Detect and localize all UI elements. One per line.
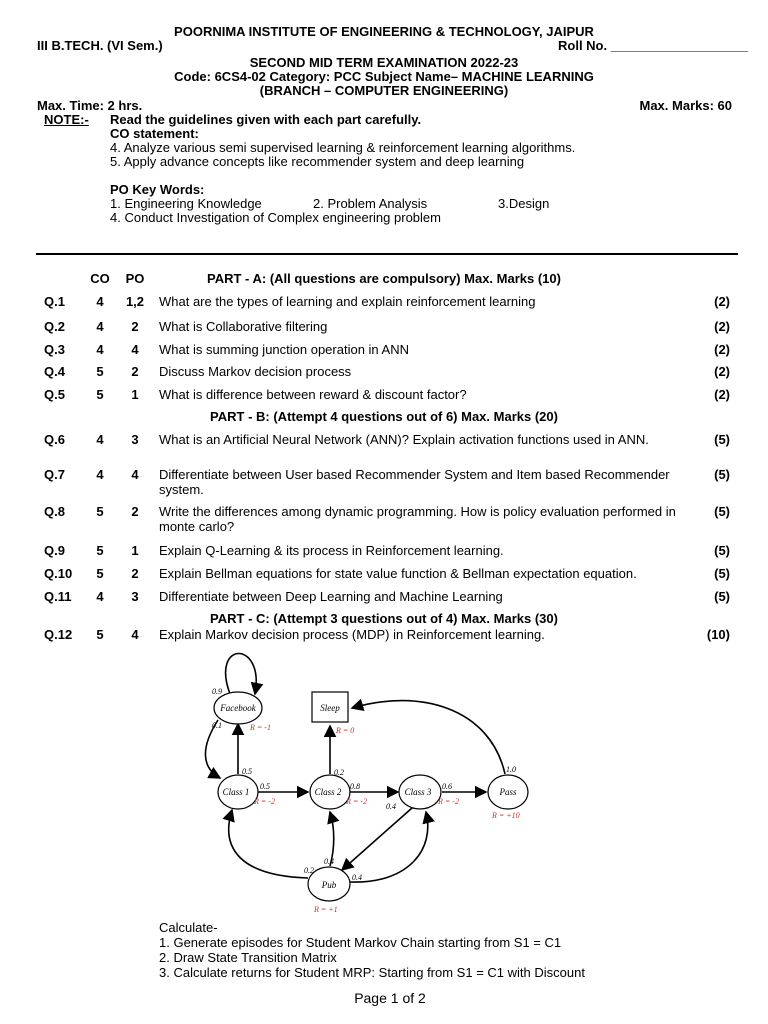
state-label: Facebook	[220, 703, 256, 713]
prob-label: 0.4	[386, 802, 396, 811]
question-po: 2	[131, 364, 139, 379]
part-b-heading: PART - B: (Attempt 4 questions out of 6) Max. Marks (20)	[210, 409, 558, 424]
reward-label: R = +1	[314, 905, 338, 914]
co-item: 5. Apply advance concepts like recommender system and deep learning	[110, 154, 525, 169]
question-co: 4	[96, 589, 104, 604]
question-marks: (5)	[714, 504, 730, 519]
state-label: Class 3	[404, 787, 432, 797]
reward-label: R = +10	[492, 811, 520, 820]
question-po: 1,2	[125, 294, 145, 309]
prob-label: 0.4	[324, 857, 334, 866]
question-co: 5	[96, 387, 104, 402]
reward-label: R = -1	[250, 723, 271, 732]
question-number: Q.4	[44, 364, 65, 379]
edge-class3-pub	[342, 808, 412, 870]
part-a-heading: PART - A: (All questions are compulsory) Max. Marks (10)	[207, 271, 561, 286]
po-item: 3.Design	[498, 196, 550, 211]
reward-label: R = -2	[346, 797, 367, 806]
calculate-item: 1. Generate episodes for Student Markov Chain starting from S1 = C1	[159, 935, 562, 950]
subject-code: Code: 6CS4-02 Category: PCC Subject Name– MACHINE LEARNING	[174, 69, 594, 84]
prob-label: 0.2	[304, 866, 314, 875]
question-text: Explain Bellman equations for state value function & Bellman expectation equation.	[159, 566, 637, 581]
roll-no: Roll No. ___________________	[558, 38, 749, 53]
po-item: 2. Problem Analysis	[313, 196, 428, 211]
max-time: Max. Time: 2 hrs.	[37, 98, 143, 113]
edge-pub-class1	[229, 810, 308, 878]
state-label: Pub	[321, 880, 337, 890]
question-co: 5	[96, 566, 104, 581]
question-text: Explain Markov decision process (MDP) in Reinforcement learning.	[159, 627, 545, 642]
part-c-heading: PART - C: (Attempt 3 questions out of 4) Max. Marks (30)	[210, 611, 558, 626]
question-number: Q.12	[44, 627, 73, 642]
question-text: Explain Q-Learning & its process in Reinforcement learning.	[159, 543, 504, 558]
question-co: 5	[96, 543, 104, 558]
question-text: Discuss Markov decision process	[159, 364, 352, 379]
po-item: 4. Conduct Investigation of Complex engineering problem	[110, 210, 441, 225]
prob-label: 0.4	[352, 873, 362, 882]
question-po: 1	[131, 387, 139, 402]
question-co: 4	[96, 467, 104, 482]
question-po: 4	[131, 342, 139, 357]
question-marks: (10)	[706, 627, 730, 642]
state-label: Class 2	[314, 787, 342, 797]
note-text: Read the guidelines given with each part carefully.	[110, 112, 422, 127]
prob-label: 0.6	[442, 782, 452, 791]
question-number: Q.3	[44, 342, 65, 357]
question-po: 2	[131, 319, 139, 334]
calculate-heading: Calculate-	[159, 920, 218, 935]
question-marks: (5)	[714, 566, 730, 581]
question-marks: (2)	[714, 319, 730, 334]
question-number: Q.7	[44, 467, 65, 482]
state-label: Sleep	[320, 703, 340, 713]
question-text: Write the differences among dynamic programming. How is policy evaluation performed in monte carlo?	[159, 504, 676, 534]
question-co: 4	[96, 294, 104, 309]
question-number: Q.6	[44, 432, 65, 447]
calculate-item: 3. Calculate returns for Student MRP: Starting from S1 = C1 with Discount	[159, 965, 585, 980]
question-number: Q.9	[44, 543, 65, 558]
question-po: 2	[131, 504, 139, 519]
question-co: 5	[96, 504, 104, 519]
prob-label: 0.5	[242, 767, 252, 776]
edge-pass-sleep	[352, 701, 505, 774]
markov-chain-diagram	[160, 648, 620, 918]
question-marks: (2)	[714, 342, 730, 357]
edge-pub-class3	[350, 812, 428, 882]
question-co: 4	[96, 432, 104, 447]
course-label: III B.TECH. (VI Sem.)	[37, 38, 163, 53]
prob-label: 1.0	[506, 765, 516, 774]
question-number: Q.10	[44, 566, 73, 581]
question-co: 5	[96, 364, 104, 379]
question-po: 4	[131, 627, 139, 642]
question-number: Q.8	[44, 504, 65, 519]
question-po: 4	[131, 467, 139, 482]
state-label: Pass	[499, 787, 517, 797]
prob-label: 0.1	[212, 721, 222, 730]
page-number: Page 1 of 2	[354, 990, 426, 1006]
prob-label: 0.2	[334, 768, 344, 777]
question-number: Q.5	[44, 387, 65, 402]
question-number: Q.1	[44, 294, 65, 309]
question-po: 1	[131, 543, 139, 558]
question-text: What are the types of learning and explain reinforcement learning	[159, 294, 536, 309]
question-marks: (2)	[714, 364, 730, 379]
question-text: What is an Artificial Neural Network (ANN)? Explain activation functions used in ANN.	[159, 432, 649, 447]
co-heading: CO statement:	[110, 126, 199, 141]
question-po: 3	[131, 432, 139, 447]
state-label: Class 1	[222, 787, 250, 797]
co-column-header: CO	[90, 271, 110, 286]
question-text: What is difference between reward & discount factor?	[159, 387, 467, 402]
prob-label: 0.5	[260, 782, 270, 791]
question-marks: (2)	[714, 294, 730, 309]
reward-label: R = 0	[336, 726, 355, 735]
exam-title: SECOND MID TERM EXAMINATION 2022-23	[249, 55, 519, 70]
question-text: Differentiate between Deep Learning and Machine Learning	[159, 589, 503, 604]
question-text: What is summing junction operation in ANN	[159, 342, 410, 357]
divider	[36, 253, 738, 255]
institute-name: POORNIMA INSTITUTE OF ENGINEERING & TECHNOLOGY, JAIPUR	[174, 24, 594, 39]
question-marks: (5)	[714, 589, 730, 604]
question-marks: (5)	[714, 543, 730, 558]
calculate-item: 2. Draw State Transition Matrix	[159, 950, 337, 965]
question-marks: (5)	[714, 432, 730, 447]
question-po: 3	[131, 589, 139, 604]
po-item: 1. Engineering Knowledge	[110, 196, 262, 211]
question-co: 4	[96, 319, 104, 334]
reward-label: R = -2	[254, 797, 275, 806]
question-marks: (5)	[714, 467, 730, 482]
question-po: 2	[131, 566, 139, 581]
branch: (BRANCH – COMPUTER ENGINEERING)	[259, 83, 509, 98]
question-co: 5	[96, 627, 104, 642]
question-number: Q.11	[44, 589, 72, 604]
question-co: 4	[96, 342, 104, 357]
prob-label: 0.8	[350, 782, 360, 791]
prob-label: 0.9	[212, 687, 222, 696]
po-column-header: PO	[125, 271, 145, 286]
po-heading: PO Key Words:	[110, 182, 205, 197]
question-number: Q.2	[44, 319, 65, 334]
reward-label: R = -2	[438, 797, 459, 806]
question-text: Differentiate between User based Recommender System and Item based Recommender system.	[159, 467, 670, 497]
max-marks: Max. Marks: 60	[639, 98, 732, 113]
co-item: 4. Analyze various semi supervised learning & reinforcement learning algorithms.	[110, 140, 576, 155]
question-marks: (2)	[714, 387, 730, 402]
edge-facebook-self	[226, 654, 257, 695]
question-text: What is Collaborative filtering	[159, 319, 328, 334]
note-label: NOTE:-	[44, 112, 89, 127]
